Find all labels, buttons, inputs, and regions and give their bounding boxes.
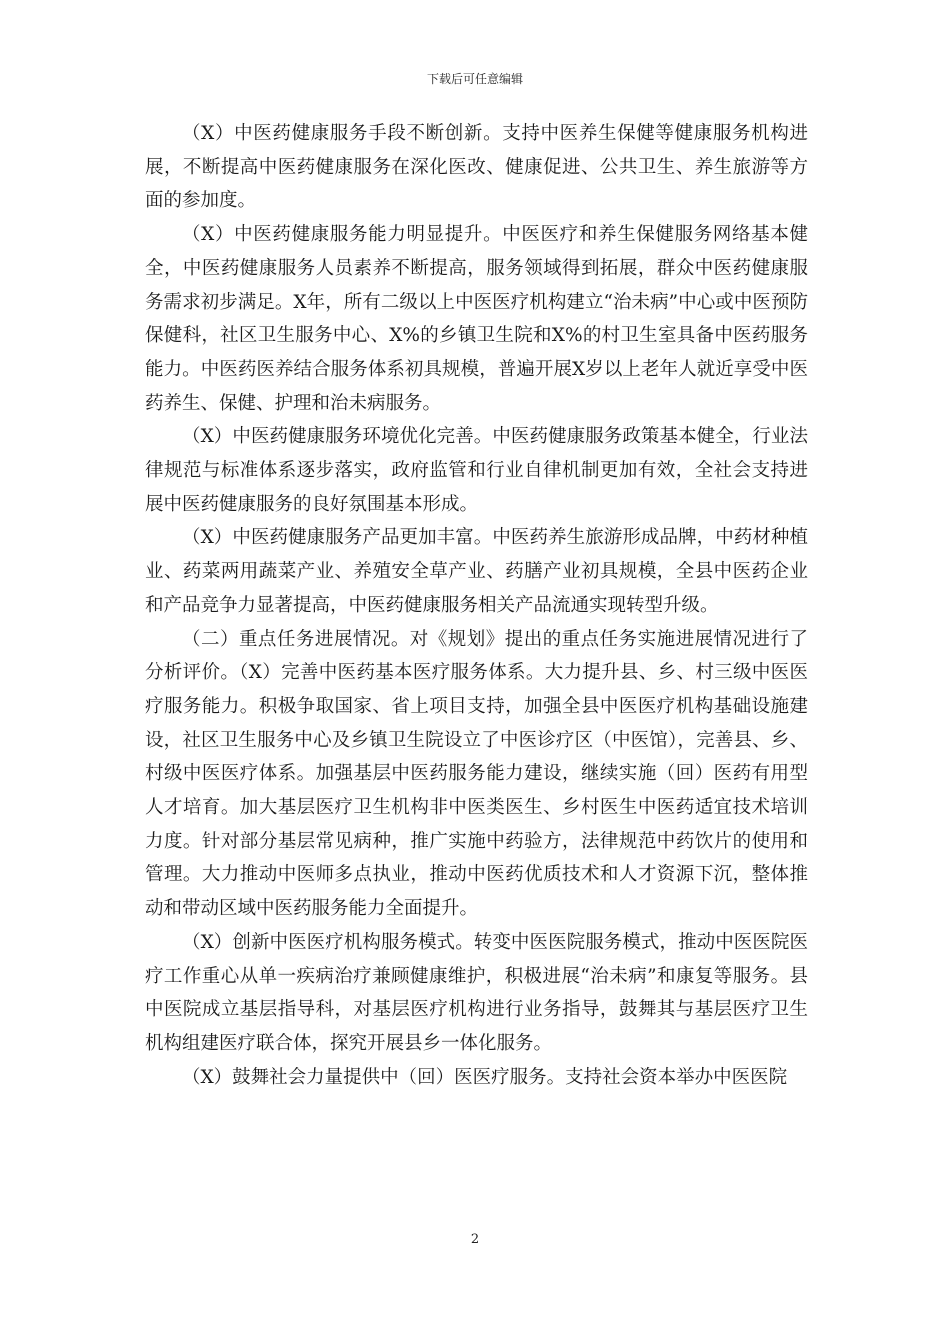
paragraph: （二）重点任务进展情况。对《规划》提出的重点任务实施进展情况进行了分析评价。（X）完善中医药基本医疗服务体系。大力提升县、乡、村三级中医医疗服务能力。积极争取国家、省上项目支持，加强全县中医医疗机构基础设施建设，社区卫生服务中心及乡镇卫生院设立了中医诊疗区（中医馆），完善县、乡、村级中医医疗体系。加强基层中医药服务能力建设，继续实施（回）医药有用型人才培育。加大基层医疗卫生机构非中医类医生、乡村医生中医药适宜技术培训力度。针对部分基层常见病种，推广实施中药验方，法律规范中药饮片的使用和管理。大力推动中医师多点执业，推动中医药优质技术和人才资源下沉，整体推动和带动区域中医药服务能力全面提升。 bbox=[145, 628, 808, 920]
paragraph: （X）中医药健康服务能力明显提升。中医医疗和养生保健服务网络基本健全，中医药健康服务人员素养不断提高，服务领域得到拓展，群众中医药健康服务需求初步满足。X年，所有二级以上中医医疗机构建立“治未病”中心或中医预防保健科，社区卫生服务中心、X%的乡镇卫生院和X%的村卫生室具备中医药服务能力。中医药医养结合服务体系初具规模，普遍开展X岁以上老年人就近享受中医药养生、保健、护理和治未病服务。 bbox=[145, 224, 808, 414]
paragraph: （X）鼓舞社会力量提供中（回）医医疗服务。支持社会资本举办中医医院 bbox=[182, 1066, 788, 1088]
document-body bbox=[145, 117, 808, 1094]
paragraph: （X）中医药健康服务环境优化完善。中医药健康服务政策基本健全，行业法律规范与标准体系逐步落实，政府监管和行业自律机制更加有效，全社会支持进展中医药健康服务的良好氛围基本形成。 bbox=[145, 426, 808, 515]
paragraph: （X）创新中医医疗机构服务模式。转变中医医院服务模式，推动中医医院医疗工作重心从单一疾病治疗兼顾健康维护，积极进展“治未病”和康复等服务。县中医院成立基层指导科，对基层医疗机构进行业务指导，鼓舞其与基层医疗卫生机构组建医疗联合体，探究开展县乡一体化服务。 bbox=[145, 931, 808, 1054]
paragraph: （X）中医药健康服务产品更加丰富。中医药养生旅游形成品牌，中药材种植业、药菜两用蔬菜产业、养殖安全草产业、药膳产业初具规模，全县中医药企业和产品竞争力显著提高，中医药健康服务相关产品流通实现转型升级。 bbox=[145, 527, 808, 616]
page-header: 下载后可任意编辑 bbox=[426, 72, 523, 86]
page-number: 2 bbox=[470, 1232, 480, 1247]
paragraph: （X）中医药健康服务手段不断创新。支持中医养生保健等健康服务机构进展，不断提高中医药健康服务在深化医改、健康促进、公共卫生、养生旅游等方面的参加度。 bbox=[145, 123, 808, 212]
